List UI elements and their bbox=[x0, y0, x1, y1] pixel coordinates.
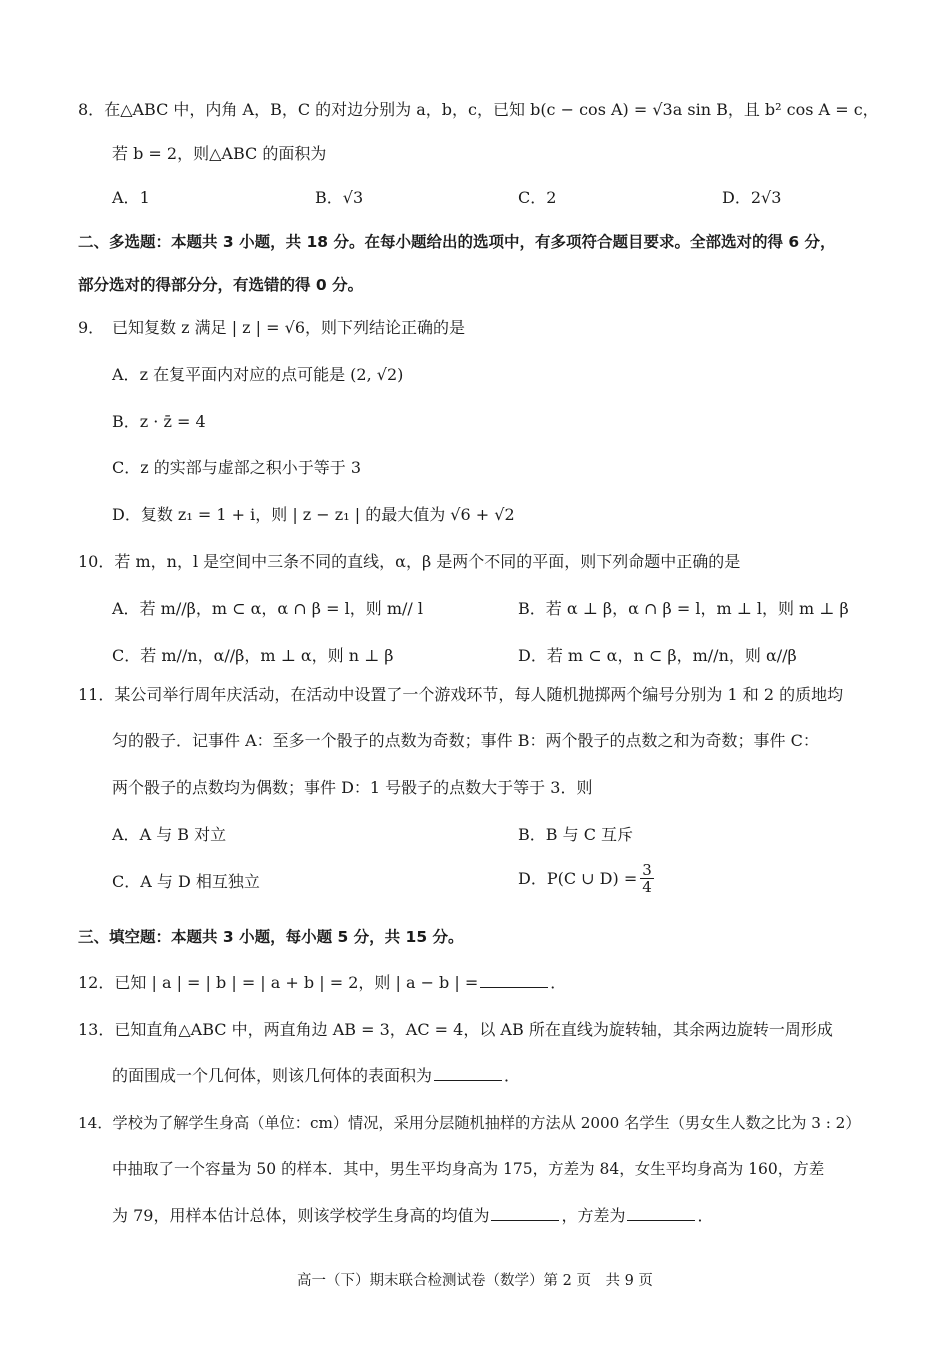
q10-option-b bbox=[518, 597, 849, 621]
q10-option-a bbox=[112, 597, 423, 621]
section3-heading: 三、填空题：本题共 3 小题，每小题 5 分，共 15 分。 bbox=[78, 928, 464, 946]
q11-option-d bbox=[518, 862, 654, 895]
q11-stem-line1 bbox=[78, 683, 843, 707]
q10-number: 10． bbox=[78, 552, 115, 571]
option-label: B． bbox=[315, 188, 343, 207]
option-label: A． bbox=[112, 188, 140, 207]
q14-stem-line2: 中抽取了一个容量为 50 的样本．其中，男生平均身高为 175，方差为 84，女生平均身高为 160，方差 bbox=[112, 1160, 825, 1178]
q9-option-a bbox=[112, 363, 403, 387]
q9-number: 9． bbox=[78, 318, 105, 337]
option-label: A． bbox=[112, 825, 140, 844]
q9-stem bbox=[78, 316, 465, 340]
q14-period: ． bbox=[697, 1206, 714, 1225]
q13-stem-text: 已知直角△ABC 中，两直角边 AB = 3，AC = 4，以 AB 所在直线为旋转轴，其余两边旋转一周形成 bbox=[114, 1020, 833, 1039]
answer-blank[interactable] bbox=[480, 971, 548, 988]
fraction-denominator: 4 bbox=[642, 878, 652, 896]
q11-option-c bbox=[112, 870, 260, 894]
q11-stem-line2: 匀的骰子．记事件 A：至多一个骰子的点数为奇数；事件 B：两个骰子的点数之和为奇数；事件 C： bbox=[112, 731, 819, 750]
option-label: C． bbox=[518, 188, 547, 207]
q14-stem-line1 bbox=[78, 1111, 861, 1135]
option-label: D． bbox=[722, 188, 751, 207]
q9-option-d bbox=[112, 503, 515, 527]
option-label: D． bbox=[518, 868, 547, 888]
option-label: A． bbox=[112, 599, 140, 618]
option-text: A 与 B 对立 bbox=[139, 825, 227, 844]
option-label: D． bbox=[112, 505, 141, 524]
q9-option-b bbox=[112, 410, 206, 434]
q8-option-c bbox=[518, 186, 556, 210]
q14-number: 14． bbox=[78, 1114, 113, 1132]
q11-number: 11． bbox=[78, 685, 115, 704]
q12-stem bbox=[78, 971, 566, 995]
option-text: 若 α ⊥ β，α ∩ β = l，m ⊥ l，则 m ⊥ β bbox=[545, 599, 849, 618]
option-label: B． bbox=[518, 825, 546, 844]
option-label: B． bbox=[112, 412, 140, 431]
q11-stem-text: 某公司举行周年庆活动，在活动中设置了一个游戏环节，每人随机抛掷两个编号分别为 1 和 2 的质地均 bbox=[114, 685, 844, 704]
section2-heading-line1: 二、多选题：本题共 3 小题，共 18 分。在每小题给出的选项中，有多项符合题目要求。全部选对的得 6 分， bbox=[78, 233, 836, 251]
answer-blank-variance[interactable] bbox=[627, 1204, 695, 1221]
answer-blank[interactable] bbox=[434, 1064, 502, 1081]
fraction-numerator: 3 bbox=[642, 861, 652, 879]
q14-stem-text: 学校为了解学生身高（单位：cm）情况，采用分层随机抽样的方法从 2000 名学生（男女生人数之比为 3 : 2） bbox=[112, 1114, 861, 1132]
q12-number: 12． bbox=[78, 973, 115, 992]
q10-stem-text: 若 m，n，l 是空间中三条不同的直线，α，β 是两个不同的平面，则下列命题中正确的是 bbox=[114, 552, 741, 571]
q13-stem-line2 bbox=[112, 1064, 520, 1088]
section2-heading-line2: 部分选对的得部分分，有选错的得 0 分。 bbox=[78, 276, 364, 294]
q10-stem bbox=[78, 550, 740, 574]
q8-number: 8． bbox=[78, 100, 105, 119]
q12-period: ． bbox=[550, 973, 567, 992]
option-text: 2 bbox=[546, 188, 557, 207]
option-text: z 在复平面内对应的点可能是 (2, √2) bbox=[139, 365, 404, 384]
q10-option-c bbox=[112, 644, 394, 668]
q14-stem-line3 bbox=[112, 1204, 713, 1228]
option-text: 复数 z₁ = 1 + i，则 | z − z₁ | 的最大值为 √6 + √2 bbox=[140, 505, 515, 524]
q14-stem-text: ，方差为 bbox=[561, 1206, 626, 1225]
q8-stem-line2: 若 b = 2，则△ABC 的面积为 bbox=[112, 144, 327, 163]
q8-stem-line1 bbox=[78, 98, 879, 122]
option-label: C． bbox=[112, 872, 141, 891]
q10-option-d bbox=[518, 644, 797, 668]
option-text: 1 bbox=[139, 188, 150, 207]
option-text: √3 bbox=[342, 188, 364, 207]
option-label: C． bbox=[112, 458, 141, 477]
answer-blank-mean[interactable] bbox=[491, 1204, 559, 1221]
q12-stem-text: 已知 | a | = | b | = | a + b | = 2，则 | a − b | = bbox=[114, 973, 479, 992]
q9-option-c bbox=[112, 456, 361, 480]
option-text: z · z̄ = 4 bbox=[139, 412, 206, 431]
q8-option-b bbox=[315, 186, 363, 210]
option-text: 若 m ⊂ α，n ⊂ β，m//n，则 α//β bbox=[546, 646, 797, 665]
option-label: D． bbox=[518, 646, 547, 665]
q8-stem-text: 在△ABC 中，内角 A，B，C 的对边分别为 a，b，c，已知 b(c − cos A) = √3a sin B，且 b² cos A = c， bbox=[104, 100, 879, 119]
q9-stem-text: 已知复数 z 满足 | z | = √6，则下列结论正确的是 bbox=[112, 318, 466, 337]
q13-number: 13． bbox=[78, 1020, 115, 1039]
q13-period: ． bbox=[504, 1066, 521, 1085]
option-text: A 与 D 相互独立 bbox=[140, 872, 260, 891]
option-label: A． bbox=[112, 365, 140, 384]
q8-option-d bbox=[722, 186, 781, 210]
q11-option-b bbox=[518, 823, 633, 847]
option-text: z 的实部与虚部之积小于等于 3 bbox=[140, 458, 362, 477]
option-text: 2√3 bbox=[750, 188, 782, 207]
fraction bbox=[640, 862, 654, 895]
option-label: C． bbox=[112, 646, 141, 665]
q8-option-a bbox=[112, 186, 150, 210]
option-text: 若 m//n，α//β，m ⊥ α，则 n ⊥ β bbox=[140, 646, 394, 665]
q13-stem-text: 的面围成一个几何体，则该几何体的表面积为 bbox=[112, 1066, 433, 1085]
q11-stem-line3: 两个骰子的点数均为偶数；事件 D：1 号骰子的点数大于等于 3．则 bbox=[112, 778, 593, 797]
option-text: 若 m//β，m ⊂ α，α ∩ β = l，则 m// l bbox=[139, 599, 423, 618]
option-label: B． bbox=[518, 599, 546, 618]
page-footer: 高一（下）期末联合检测试卷（数学）第 2 页 共 9 页 bbox=[297, 1273, 653, 1289]
option-text: B 与 C 互斥 bbox=[545, 825, 634, 844]
option-text: P(C ∪ D) = bbox=[546, 868, 638, 888]
q13-stem-line1 bbox=[78, 1018, 833, 1042]
q11-option-a bbox=[112, 823, 226, 847]
q14-stem-text: 为 79，用样本估计总体，则该学校学生身高的均值为 bbox=[112, 1206, 490, 1225]
